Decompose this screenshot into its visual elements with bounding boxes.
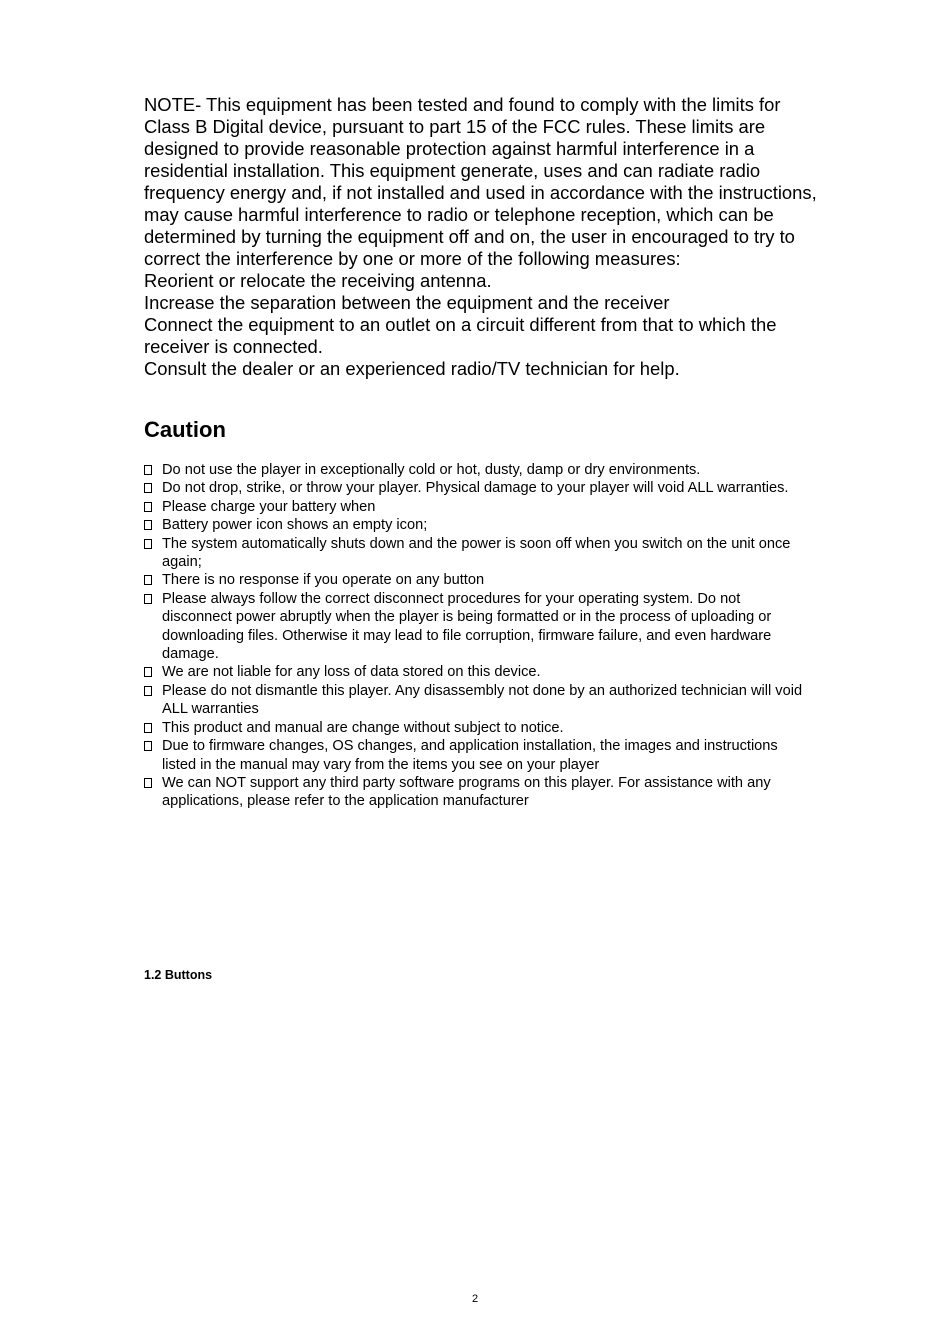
caution-item	[144, 461, 814, 479]
bullet-box-icon	[144, 778, 152, 788]
bullet-box-icon	[144, 741, 152, 751]
caution-list	[144, 461, 814, 811]
bullet-box-icon	[144, 723, 152, 733]
caution-item-text: Please always follow the correct disconnect procedures for your operating system. Do not disconnect power abruptly when the player is being formatted or in the process of uploading or downloading files. Otherwise it may lead to file corruption, firmware failure, and even hardware damage.	[162, 590, 772, 663]
caution-item-text: Do not drop, strike, or throw your player. Physical damage to your player will void ALL warranties.	[162, 480, 789, 497]
caution-item-text: Battery power icon shows an empty icon;	[162, 517, 428, 534]
bullet-box-icon	[144, 594, 152, 604]
page-number: 2	[471, 1293, 479, 1305]
caution-item	[144, 737, 814, 774]
caution-item-text: We can NOT support any third party software programs on this player. For assistance with any applications, please refer to the application manufacturer	[162, 774, 771, 810]
caution-item-text: This product and manual are change without subject to notice.	[162, 719, 564, 736]
caution-item-text: Do not use the player in exceptionally cold or hot, dusty, damp or dry environments.	[162, 462, 701, 478]
fcc-measure-separation: Increase the separation between the equipment and the receiver	[144, 292, 670, 313]
caution-item	[144, 479, 814, 497]
caution-item	[144, 663, 814, 681]
bullet-box-icon	[144, 465, 152, 475]
caution-item	[144, 719, 814, 737]
caution-item	[144, 682, 814, 719]
caution-item	[144, 516, 814, 534]
bullet-box-icon	[144, 686, 152, 696]
bullet-box-icon	[144, 483, 152, 493]
bullet-box-icon	[144, 502, 152, 512]
fcc-note-paragraph: NOTE- This equipment has been tested and found to comply with the limits for Class B Digital device, pursuant to part 15 of the FCC rules. These limits are designed to provide reasonable protection against harmful interference in a residential installation. This equipment generate, uses and can radiate radio frequency energy and, if not installed and used in accordance with the instructions, may cause harmful interference to radio or telephone reception, which can be determined by turning the equipment off and on, the user in encouraged to try to correct the interference by one or more of the following measures:	[144, 94, 817, 269]
caution-item	[144, 590, 814, 664]
fcc-measure-outlet: Connect the equipment to an outlet on a circuit different from that to which the receiver is connected.	[144, 314, 777, 357]
caution-item	[144, 571, 814, 589]
caution-item	[144, 535, 814, 572]
caution-heading: Caution	[144, 417, 226, 442]
caution-item	[144, 774, 814, 811]
bullet-box-icon	[144, 575, 152, 585]
bullet-box-icon	[144, 520, 152, 530]
section-heading-buttons: 1.2 Buttons	[144, 968, 213, 982]
bullet-box-icon	[144, 667, 152, 677]
caution-item-text: We are not liable for any loss of data stored on this device.	[162, 664, 541, 681]
caution-item	[144, 498, 814, 516]
bullet-box-icon	[144, 539, 152, 549]
caution-item-text: The system automatically shuts down and the power is soon off when you switch on the unit once again;	[162, 535, 791, 571]
fcc-note	[144, 94, 824, 380]
caution-item-text: Due to firmware changes, OS changes, and application installation, the images and instructions listed in the manual may vary from the items you see on your player	[162, 738, 778, 773]
caution-item-text: There is no response if you operate on any button	[162, 572, 485, 589]
fcc-measure-reorient: Reorient or relocate the receiving antenna.	[144, 270, 492, 291]
fcc-measure-consult: Consult the dealer or an experienced radio/TV technician for help.	[144, 358, 680, 379]
caution-item-text: Please charge your battery when	[162, 498, 376, 515]
caution-item-text: Please do not dismantle this player. Any disassembly not done by an authorized technician will void ALL warranties	[162, 682, 803, 718]
